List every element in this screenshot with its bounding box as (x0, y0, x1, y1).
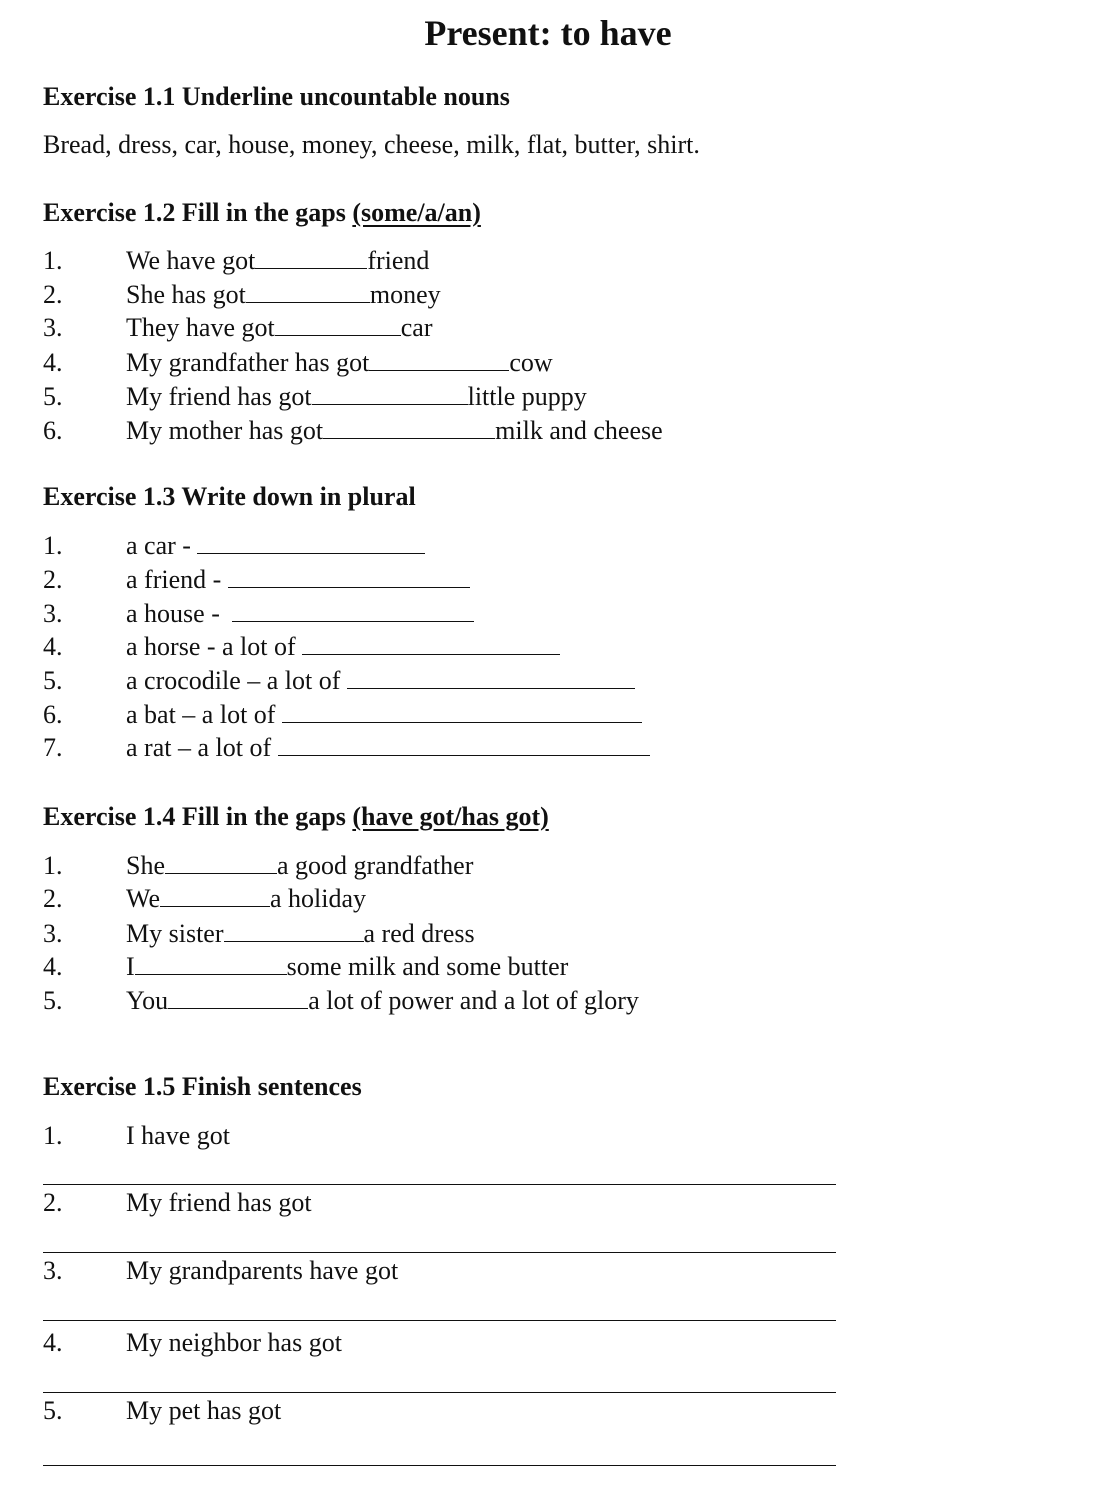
plural-item-prompt: a rat – a lot of (126, 733, 272, 762)
list-number: 2. (43, 280, 63, 309)
list-number: 5. (43, 1396, 63, 1425)
exercise-1-1-word-list: Bread, dress, car, house, money, cheese, milk, flat, butter, shirt. (43, 130, 700, 159)
plural-item-prompt: a house - (126, 599, 220, 628)
sentence-prompt: My pet has got (126, 1396, 282, 1425)
exercise-1-5-heading: Exercise 1.5 Finish sentences (43, 1072, 362, 1101)
answer-blank[interactable] (197, 552, 425, 554)
gap-item (126, 986, 639, 1016)
exercise-1-2-heading (43, 198, 481, 228)
answer-blank[interactable] (228, 586, 470, 588)
gap-item-suffix: little puppy (467, 382, 587, 411)
list-number: 2. (43, 565, 63, 594)
gap-item (126, 382, 587, 412)
answer-blank[interactable] (278, 754, 650, 756)
exercise-1-4-heading-hint: (have got/has got) (352, 802, 549, 831)
list-number: 6. (43, 700, 63, 729)
gap-item-suffix: money (369, 280, 441, 309)
list-number: 1. (43, 531, 63, 560)
gap-item-prefix: My mother has got (126, 416, 324, 445)
gap-item-suffix: friend (367, 246, 430, 275)
answer-blank[interactable] (160, 905, 270, 907)
answer-blank[interactable] (323, 437, 495, 439)
answer-blank[interactable] (135, 973, 287, 975)
exercise-1-2-heading-text: Exercise 1.2 Fill in the gaps (43, 198, 353, 227)
answer-blank[interactable] (165, 872, 277, 874)
list-number: 1. (43, 851, 63, 880)
gap-item (126, 919, 475, 949)
answer-line[interactable] (43, 1320, 836, 1321)
gap-item-suffix: cow (509, 348, 553, 377)
gap-item-suffix: a good grandfather (277, 851, 474, 880)
gap-item (126, 246, 429, 276)
gap-item (126, 851, 473, 881)
gap-item-prefix: I (126, 952, 135, 981)
sentence-prompt: My neighbor has got (126, 1328, 342, 1357)
gap-item-prefix: They have got (126, 313, 275, 342)
list-number: 4. (43, 632, 63, 661)
answer-blank[interactable] (275, 334, 401, 336)
answer-line[interactable] (43, 1184, 836, 1185)
plural-item-prompt: a horse - a lot of (126, 632, 296, 661)
list-number: 2. (43, 884, 63, 913)
answer-blank[interactable] (246, 301, 370, 303)
gap-item-suffix: some milk and some butter (286, 952, 569, 981)
plural-item (126, 531, 425, 561)
sentence-prompt: My grandparents have got (126, 1256, 399, 1285)
gap-item (126, 280, 441, 310)
list-number: 5. (43, 382, 63, 411)
exercise-1-1-heading: Exercise 1.1 Underline uncountable nouns (43, 82, 510, 111)
gap-item-prefix: She has got (126, 280, 246, 309)
gap-item-suffix: milk and cheese (495, 416, 663, 445)
gap-item-suffix: car (400, 313, 433, 342)
answer-blank[interactable] (302, 653, 560, 655)
gap-item-prefix: We (126, 884, 160, 913)
exercise-1-4-heading (43, 802, 549, 832)
gap-item (126, 416, 663, 446)
list-number: 2. (43, 1188, 63, 1217)
sentence-prompt: My friend has got (126, 1188, 312, 1217)
gap-item-prefix: You (126, 986, 169, 1015)
gap-item (126, 952, 568, 982)
plural-item (126, 733, 650, 763)
gap-item-prefix: My friend has got (126, 382, 312, 411)
sentence-prompt: I have got (126, 1121, 230, 1150)
plural-item (126, 599, 474, 629)
answer-blank[interactable] (224, 940, 364, 942)
plural-item (126, 632, 560, 662)
list-number: 3. (43, 919, 63, 948)
plural-item-prompt: a friend - (126, 565, 222, 594)
gap-item (126, 313, 432, 343)
gap-item-prefix: My grandfather has got (126, 348, 370, 377)
plural-item-prompt: a bat – a lot of (126, 700, 276, 729)
plural-item (126, 700, 642, 730)
answer-blank[interactable] (312, 403, 468, 405)
gap-item-suffix: a lot of power and a lot of glory (308, 986, 639, 1015)
list-number: 6. (43, 416, 63, 445)
list-number: 4. (43, 348, 63, 377)
exercise-1-4-heading-text: Exercise 1.4 Fill in the gaps (43, 802, 353, 831)
list-number: 4. (43, 1328, 63, 1357)
page-title: Present: to have (424, 13, 672, 53)
gap-item-suffix: a red dress (363, 919, 475, 948)
gap-item (126, 348, 553, 378)
list-number: 1. (43, 1121, 63, 1150)
answer-line[interactable] (43, 1252, 836, 1253)
list-number: 4. (43, 952, 63, 981)
gap-item-prefix: My sister (126, 919, 224, 948)
answer-blank[interactable] (232, 620, 474, 622)
gap-item-prefix: We have got (126, 246, 256, 275)
list-number: 7. (43, 733, 63, 762)
plural-item-prompt: a car - (126, 531, 191, 560)
answer-blank[interactable] (369, 369, 509, 371)
gap-item-prefix: She (126, 851, 165, 880)
plural-item (126, 565, 470, 595)
list-number: 1. (43, 246, 63, 275)
plural-item (126, 666, 635, 696)
answer-blank[interactable] (168, 1007, 308, 1009)
answer-blank[interactable] (282, 721, 642, 723)
list-number: 3. (43, 1256, 63, 1285)
gap-item-suffix: a holiday (270, 884, 367, 913)
answer-line[interactable] (43, 1392, 836, 1393)
answer-line[interactable] (43, 1465, 836, 1466)
list-number: 3. (43, 313, 63, 342)
answer-blank[interactable] (347, 687, 635, 689)
list-number: 5. (43, 666, 63, 695)
gap-item (126, 884, 366, 914)
exercise-1-2-heading-hint: (some/a/an) (352, 198, 481, 227)
exercise-1-3-heading: Exercise 1.3 Write down in plural (43, 482, 416, 511)
list-number: 5. (43, 986, 63, 1015)
plural-item-prompt: a crocodile – a lot of (126, 666, 341, 695)
list-number: 3. (43, 599, 63, 628)
answer-blank[interactable] (255, 267, 367, 269)
